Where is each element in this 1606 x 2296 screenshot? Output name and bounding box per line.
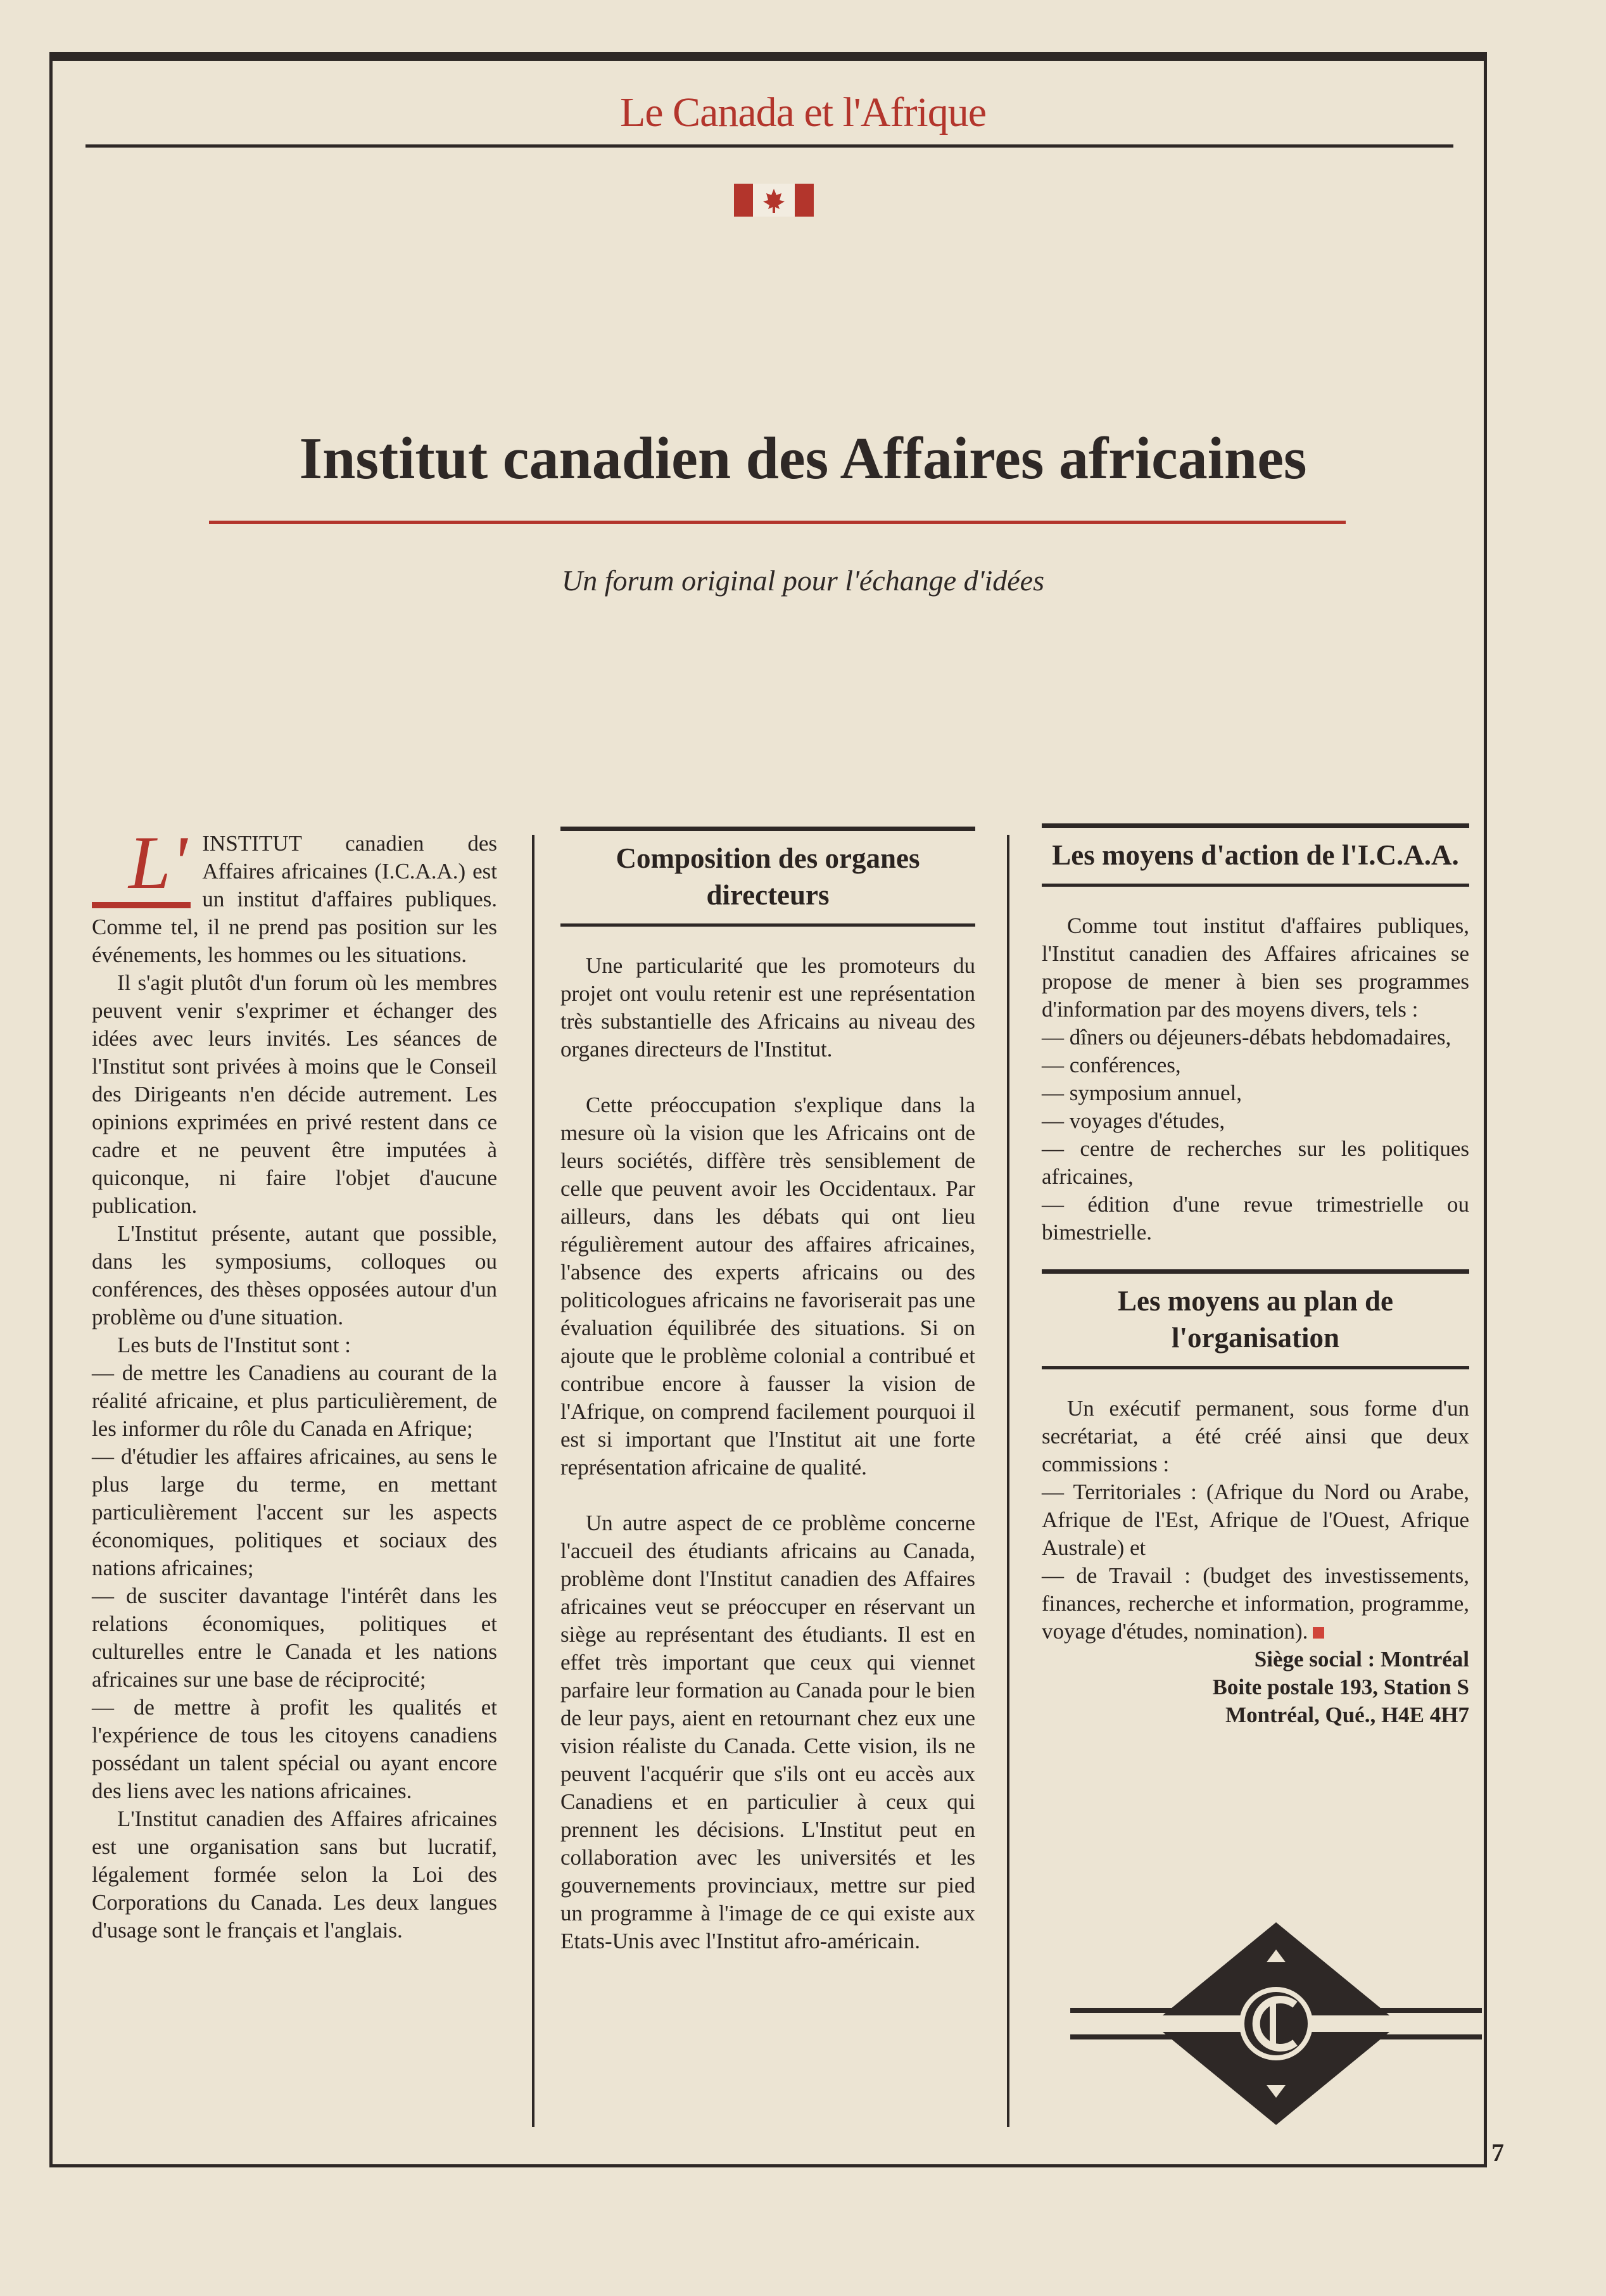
column-2 — [560, 827, 975, 1955]
canada-flag-icon — [734, 184, 814, 217]
header-divider — [85, 144, 1453, 148]
paragraph: Comme tout institut d'affaires publiques, l'Institut canadien des Affaires africaines se propose de mener à bien ses programmes d'information par des moyens divers, tels : — [1042, 913, 1469, 1022]
goal-item: — de mettre les Canadiens au courant de la réalité africaine, et plus particulièrement, de les informer du rôle du Canada en Afrique; — [92, 1360, 497, 1441]
title-underline — [209, 521, 1346, 524]
address-line: Siège social : Montréal — [1254, 1647, 1469, 1671]
section-heading: Les moyens d'action de l'I.C.A.A. — [1052, 839, 1459, 871]
means-item: — dîners ou déjeuners-débats hebdomadaires, — [1042, 1025, 1451, 1050]
page-number: 7 — [1491, 2138, 1504, 2167]
paragraph: Les buts de l'Institut sont : — [117, 1333, 351, 1357]
paragraph: Une particularité que les promoteurs du projet ont voulu retenir est une représentation très substantielle des Africains au niveau des organes directeurs de l'Institut. — [560, 953, 975, 1062]
means-item: — symposium annuel, — [1042, 1081, 1242, 1105]
icaa-logo — [1070, 1919, 1482, 2128]
means-item: — voyages d'études, — [1042, 1108, 1225, 1133]
goal-item: — d'étudier les affaires africaines, au sens le plus large du terme, en mettant particulièrement l'accent sur les aspects économiques, politiques et sociaux des nations africaines; — [92, 1444, 497, 1580]
means-item: — conférences, — [1042, 1053, 1181, 1077]
section-rule — [1042, 823, 1469, 828]
column-divider — [532, 835, 534, 2127]
goal-item: — de susciter davantage l'intérêt dans les relations économiques, politiques et culturelles entre le Canada et les nations africaines sur une base de réciprocité; — [92, 1583, 497, 1692]
section-rule — [560, 827, 975, 831]
paragraph: Un exécutif permanent, sous forme d'un secrétariat, a été créé ainsi que deux commissions : — [1042, 1396, 1469, 1476]
section-heading: Les moyens au plan de l'organisation — [1117, 1285, 1394, 1354]
means-item: — édition d'une revue trimestrielle ou bimestrielle. — [1042, 1192, 1469, 1245]
commission-item: — Territoriales : (Afrique du Nord ou Arabe, Afrique de l'Est, Afrique de l'Ouest, Afrique Australe) et — [1042, 1480, 1469, 1560]
intro-paragraph-block — [92, 820, 497, 969]
means-item: — centre de recherches sur les politiques africaines, — [1042, 1136, 1469, 1189]
article-title: Institut canadien des Affaires africaines — [299, 426, 1307, 492]
address-line: Boite postale 193, Station S — [1212, 1675, 1469, 1699]
end-of-article-icon — [1313, 1627, 1324, 1639]
address-line: Montréal, Qué., H4E 4H7 — [1225, 1703, 1469, 1727]
commission-text: — de Travail : (budget des investissements, finances, recherche et information, programme, voyage d'études, nomination). — [1042, 1563, 1469, 1644]
article-subtitle: Un forum original pour l'échange d'idées — [562, 564, 1044, 597]
column-3 — [1042, 823, 1469, 1729]
paragraph: Cette préoccupation s'explique dans la mesure où la vision que les Africains ont de leurs sociétés, diffère très sensiblement de celle que peuvent avoir les Occidentaux. Par ailleurs, dans les débats qui ont lieu régulièrement autour des affaires africaines, l'absence des experts africains ou des politicologues africains ne favoriserait pas une évaluation équilibrée des situations. Si on ajoute que le problème colonial a contribué et contribue encore à fausser la vision de l'Afrique, on comprend facilement pourquoi il est si important que l'Institut ait une forte représentation africaine de qualité. — [560, 1093, 975, 1480]
commission-item — [1042, 1562, 1469, 1646]
goal-item: — de mettre à profit les qualités et l'expérience de tous les citoyens canadiens possédant un talent spécial ou ayant encore des liens avec les nations africaines. — [92, 1695, 497, 1803]
section-heading: Composition des organes directeurs — [616, 842, 920, 911]
paragraph: Un autre aspect de ce problème concerne l'accueil des étudiants africains au Canada, problème dont l'Institut canadien des Affaires africaines veut se préoccuper en réservant un siège au représentant des étudiants. Il est en effet très important que ceux qui viennet parfaire leur formation au Canada pour le bien de leur pays, aient en retournant chez eux une vision réaliste du Canada. Cette vision, ils ne peuvent l'acquérir que s'ils ont eu accès aux Canadiens et en particulier à ceux qui prennent les décisions. L'Institut peut en collaboration avec les universités et les gouvernements provinciaux, mettre sur pied un programme à l'image de ce qui existe aux Etats-Unis avec l'Institut afro-américain. — [560, 1511, 975, 1953]
paragraph: INSTITUT canadien des Affaires africaines (I.C.A.A.) est un institut d'affaires publiques. Comme tel, il ne prend pas position sur les événements, les hommes ou les situations. — [92, 831, 497, 967]
paragraph: L'Institut présente, autant que possible, dans les symposiums, colloques ou conférences, des thèses opposées autour d'un problème ou d'une situation. — [92, 1221, 497, 1329]
paragraph: Il s'agit plutôt d'un forum où les membres peuvent venir s'exprimer et échanger des idées avec leurs invités. Les séances de l'Institut sont privées à moins que le Conseil des Dirigeants n'en décide autrement. Les opinions exprimées en privé restent dans ce cadre et ne peuvent être imputées à quiconque, ni faire l'objet d'aucune publication. — [92, 970, 497, 1218]
section-header-title: Le Canada et l'Afrique — [619, 89, 987, 136]
paragraph: L'Institut canadien des Affaires africaines est une organisation sans but lucratif, légalement formée selon la Loi des Corporations du Canada. Les deux langues d'usage sont le français et l'anglais. — [92, 1806, 497, 1943]
drop-cap: L' — [92, 830, 191, 908]
column-divider — [1007, 835, 1009, 2127]
section-rule — [1042, 1269, 1469, 1274]
column-1 — [92, 820, 497, 1944]
